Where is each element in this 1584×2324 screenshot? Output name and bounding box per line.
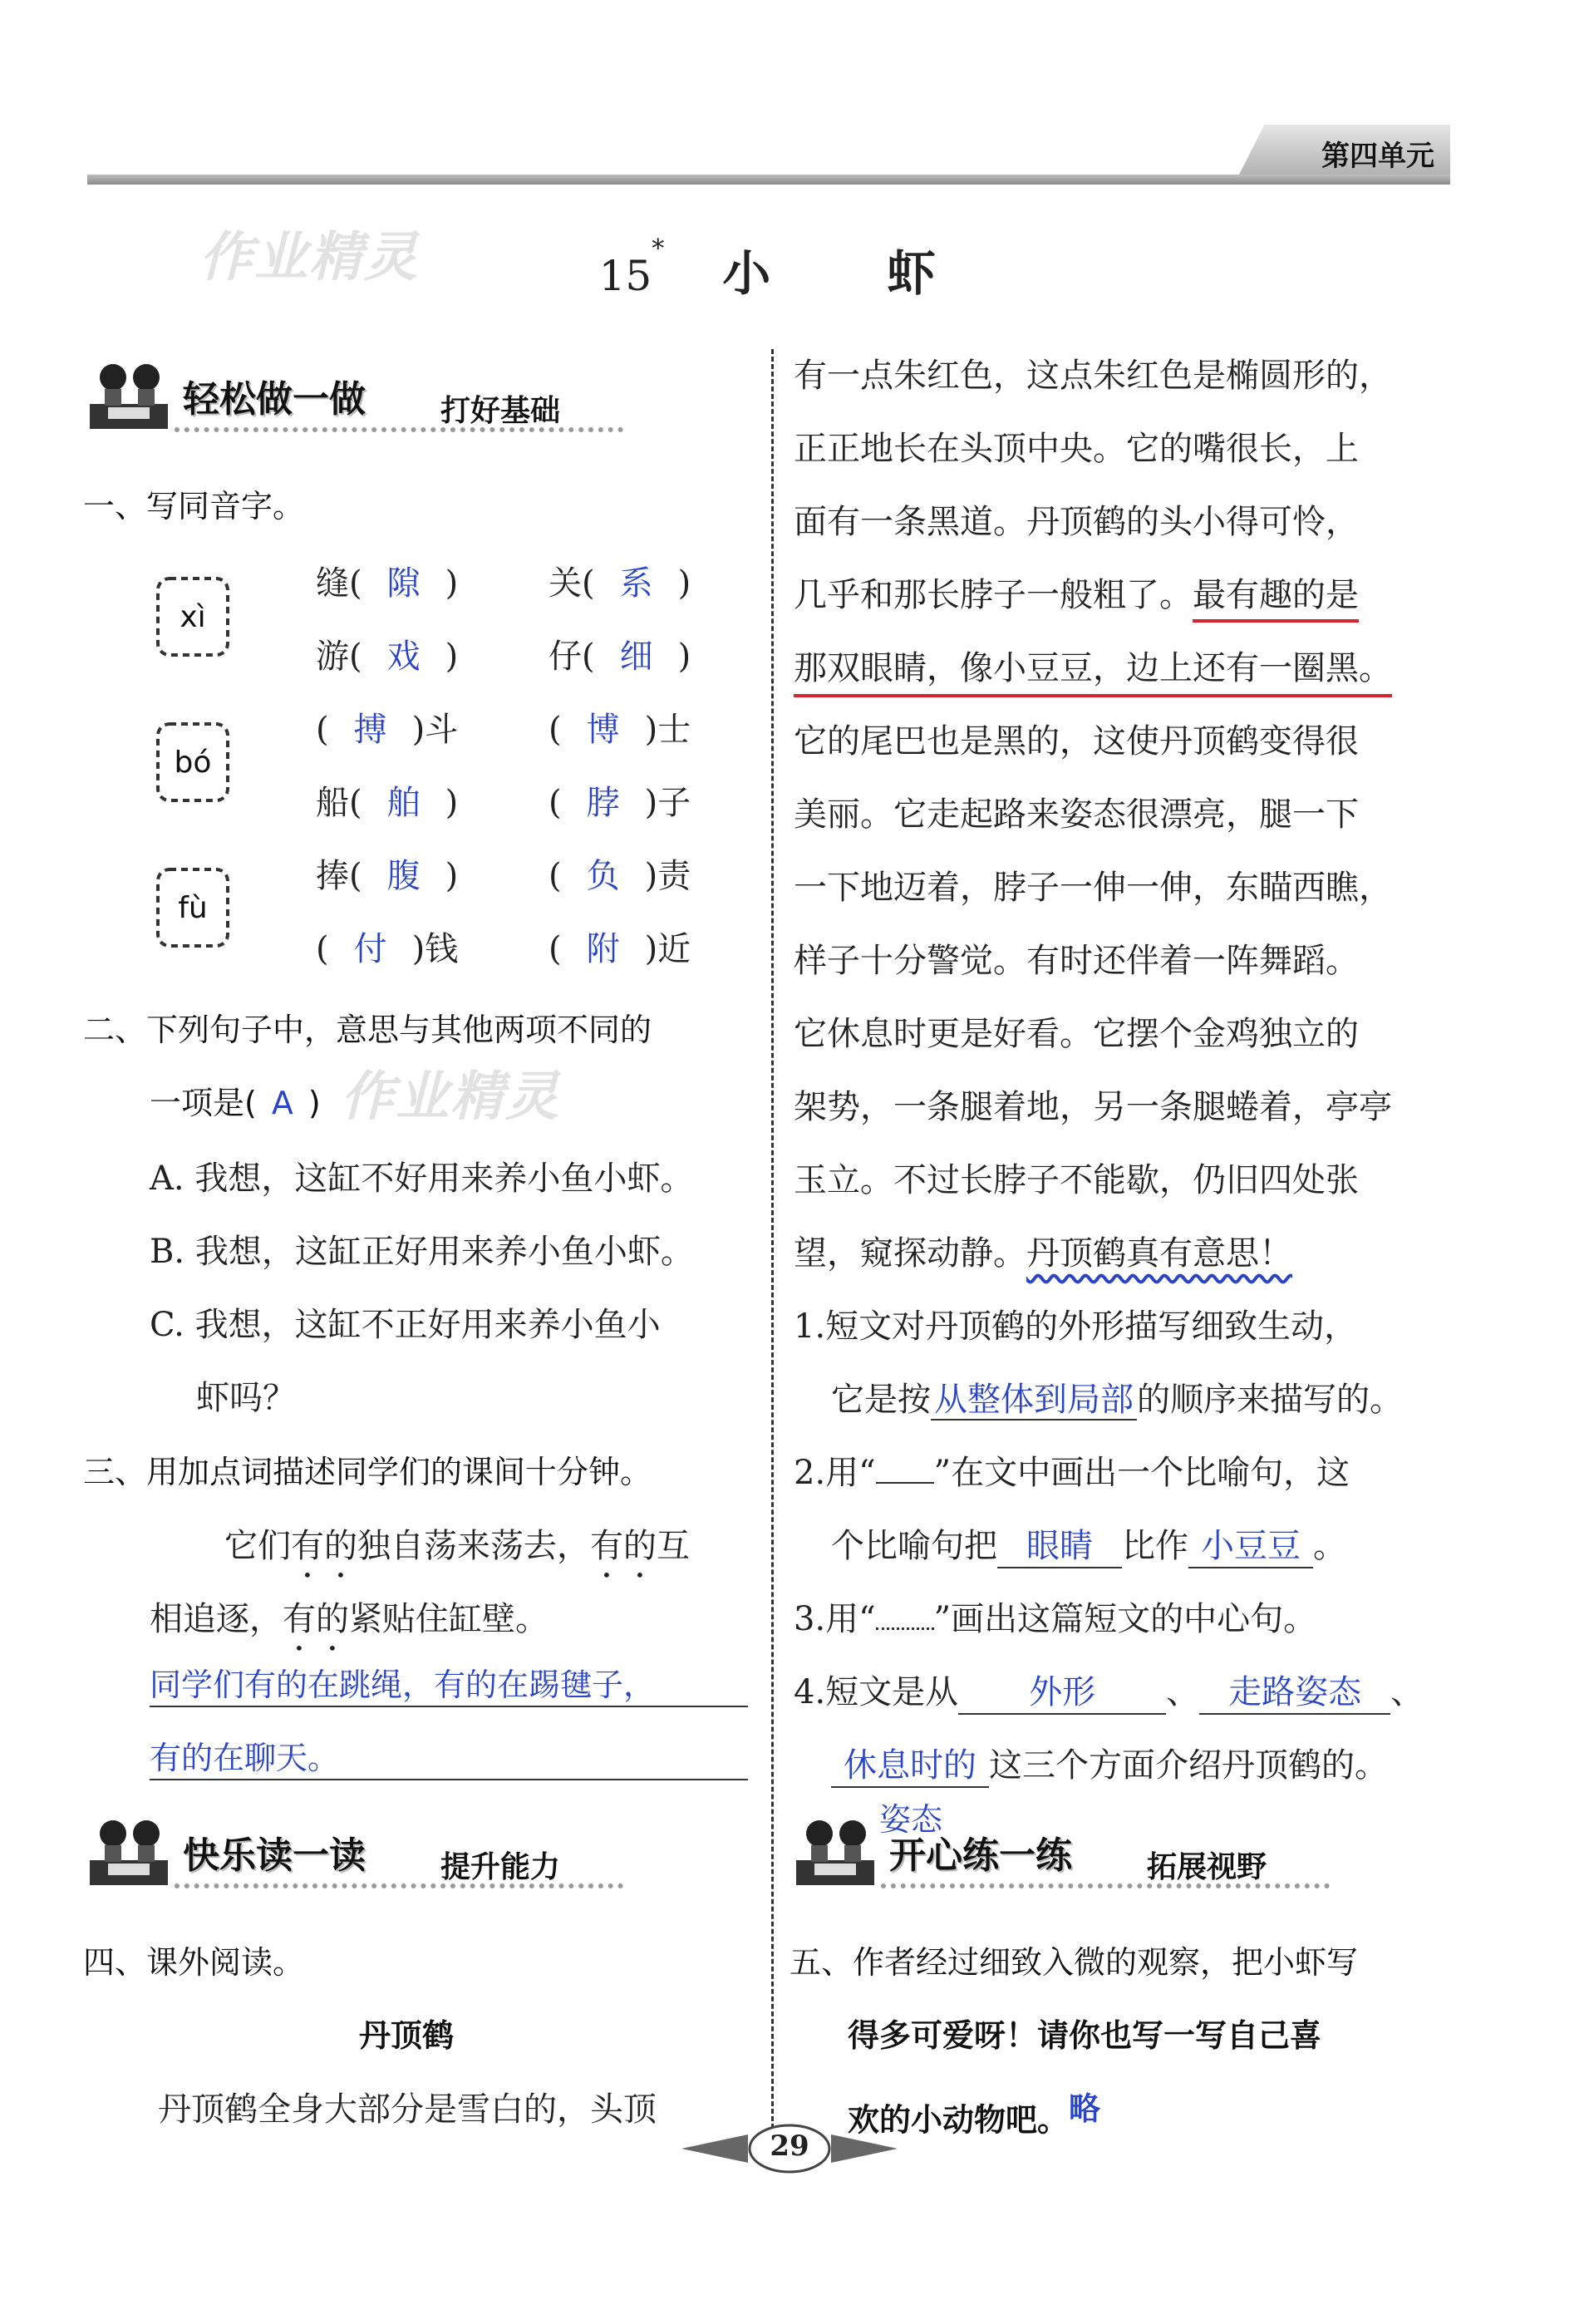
option-c: C. 我想，这缸不正好用来养小鱼小 bbox=[150, 1306, 661, 1344]
banner-title: 轻松做一做 bbox=[183, 378, 366, 421]
question-3-label: 三、用加点词描述同学们的课间十分钟。 bbox=[83, 1454, 652, 1490]
passage-line: 正正地长在头顶中央。它的嘴很长，上 bbox=[794, 430, 1359, 468]
passage-line: 它休息时更是好看。它摆个金鸡独立的 bbox=[794, 1015, 1359, 1053]
section-banner-practice bbox=[790, 1805, 1338, 1897]
reading-title: 丹顶鹤 bbox=[359, 2017, 455, 2054]
passage-line: 一下地迈着，脖子一伸一伸，东瞄西瞧， bbox=[794, 869, 1392, 907]
unit-label: 第四单元 bbox=[1321, 140, 1434, 173]
reading-question-2-cont: 个比喻句把 眼睛 比作 小豆豆 。 bbox=[831, 1519, 1346, 1568]
red-underline-simile: 最有趣的是 bbox=[1193, 576, 1359, 623]
homophone-row: 捧( 腹 ) bbox=[316, 857, 459, 895]
homophone-row: 游( 戏 ) bbox=[316, 638, 459, 676]
homophone-row: 船( 舶 ) bbox=[316, 784, 459, 822]
lesson-title: 15* 小 虾 bbox=[598, 234, 986, 302]
passage-line: 它的尾巴也是黑的，这使丹顶鹤变得很 bbox=[794, 722, 1359, 761]
example-sentence-line-2: 相追逐，有的紧贴住缸壁。 bbox=[150, 1600, 548, 1638]
answer-line-2: 有的在聊天。 bbox=[150, 1732, 748, 1780]
banner-title: 快乐读一读 bbox=[183, 1834, 366, 1877]
reading-first-line: 丹顶鹤全身大部分是雪白的，头顶 bbox=[158, 2090, 657, 2129]
homophone-row: ( 付 )钱 bbox=[316, 930, 459, 968]
passage-line: 有一点朱红色，这点朱红色是椭圆形的， bbox=[794, 357, 1392, 395]
pinyin-box-xi: xì bbox=[153, 574, 233, 660]
banner-subtitle: 打好基础 bbox=[440, 393, 561, 428]
section-banner-basics bbox=[83, 349, 632, 441]
passage-line: 玉立。不过长脖子不能歇，仍旧四处张 bbox=[794, 1161, 1359, 1199]
passage-line: 样子十分警觉。有时还伴着一阵舞蹈。 bbox=[794, 942, 1359, 980]
example-sentence-line-1: 它们有的独自荡来荡去，有的互 bbox=[224, 1527, 690, 1565]
students-icon bbox=[83, 1812, 175, 1888]
passage-line: 几乎和那长脖子一般粗了。最有趣的是 bbox=[794, 569, 1359, 616]
option-c-continued: 虾吗？ bbox=[196, 1379, 296, 1417]
answer-line-1: 同学们有的在跳绳，有的在踢毽子， bbox=[150, 1659, 748, 1707]
option-b: B. 我想，这缸正好用来养小鱼小虾。 bbox=[150, 1233, 694, 1271]
homophone-row: 缝( 隙 ) bbox=[316, 564, 459, 603]
passage-line: 美丽。它走起路来姿态很漂亮，腿一下 bbox=[794, 795, 1359, 834]
banner-title: 开心练一练 bbox=[889, 1834, 1072, 1877]
page-number: 29 bbox=[681, 2120, 898, 2178]
pinyin-box-fu: fù bbox=[153, 864, 233, 951]
reading-question-4-cont: 休息时的 这三个方面介绍丹顶鹤的。 bbox=[831, 1739, 1388, 1788]
question-5-label: 五、作者经过细致入微的观察，把小虾写 bbox=[790, 1944, 1359, 1981]
pinyin-box-bo: bó bbox=[153, 719, 233, 805]
passage-line-underlined: 那双眼睛，像小豆豆，边上还有一圈黑。 bbox=[794, 642, 1392, 697]
homophone-row: ( 博 )士 bbox=[548, 711, 691, 749]
reading-question-4: 4.短文是从 外形 、 走路姿态 、 bbox=[794, 1666, 1424, 1715]
passage-line: 架势，一条腿着地，另一条腿蜷着，亭亭 bbox=[794, 1088, 1392, 1126]
option-a: A. 我想，这缸不好用来养小鱼小虾。 bbox=[150, 1160, 694, 1198]
banner-subtitle: 拓展视野 bbox=[1147, 1849, 1267, 1884]
reading-question-3: 3.用“ ”画出这篇短文的中心句。 bbox=[794, 1600, 1317, 1638]
unit-header-bar bbox=[87, 125, 1450, 185]
column-divider bbox=[771, 349, 774, 2136]
reading-question-2: 2.用“ ”在文中画出一个比喻句，这 bbox=[794, 1454, 1350, 1492]
watermark: 作业精灵 bbox=[341, 1066, 560, 1128]
homophone-row: ( 负 )责 bbox=[548, 857, 691, 895]
question-2-label: 二、下列句子中，意思与其他两项不同的 bbox=[83, 1012, 652, 1048]
reading-question-1: 1.短文对丹顶鹤的外形描写细致生动， bbox=[794, 1307, 1358, 1346]
question-5-line-3: 欢的小动物吧。略 bbox=[848, 2090, 1101, 2139]
question-2-answer-line: 一项是( A ) bbox=[150, 1085, 321, 1121]
homophone-row: 仔( 细 ) bbox=[548, 638, 691, 676]
section-banner-reading bbox=[83, 1805, 632, 1897]
passage-line: 望，窥探动静。丹顶鹤真有意思！ bbox=[794, 1234, 1292, 1273]
reading-question-1-cont: 它是按 从整体到局部 的顺序来描写的。 bbox=[831, 1381, 1403, 1419]
homophone-row: ( 搏 )斗 bbox=[316, 711, 459, 749]
homophone-row: ( 附 )近 bbox=[548, 930, 691, 968]
homophone-row: ( 脖 )子 bbox=[548, 784, 691, 822]
students-icon bbox=[83, 356, 175, 432]
students-icon bbox=[790, 1812, 881, 1888]
wavy-underline-central-sentence: 丹顶鹤真有意思！ bbox=[1026, 1234, 1292, 1273]
homophone-row: 关( 系 ) bbox=[548, 564, 691, 603]
answer-continuation: 姿态 bbox=[879, 1801, 943, 1838]
banner-subtitle: 提升能力 bbox=[440, 1849, 561, 1884]
question-1-label: 一、写同音字。 bbox=[83, 488, 305, 524]
watermark: 作业精灵 bbox=[199, 227, 419, 288]
question-4-label: 四、课外阅读。 bbox=[83, 1944, 305, 1981]
question-5-line-2: 得多可爱呀！请你也写一写自己喜 bbox=[848, 2017, 1322, 2054]
passage-line: 面有一条黑道。丹顶鹤的头小得可怜， bbox=[794, 503, 1359, 541]
